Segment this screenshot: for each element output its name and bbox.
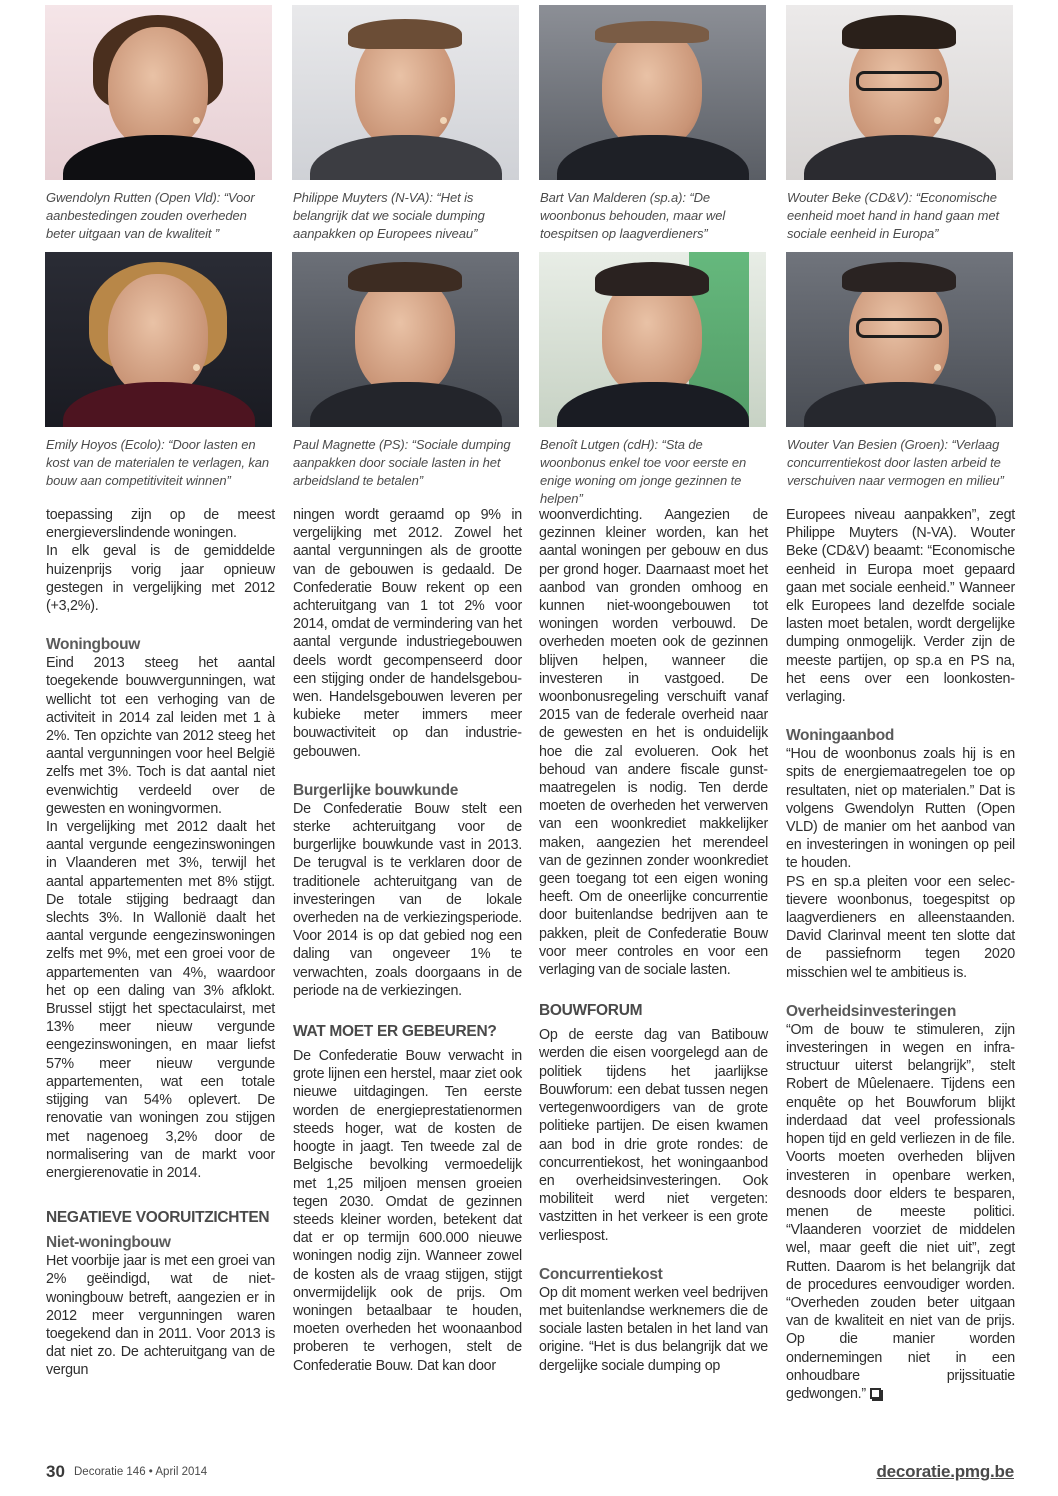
photo-caption: Bart Van Malderen (sp.a): “De woonbonus behouden, maar wel toespitsen op laagverdieners”	[540, 190, 726, 241]
speaker-photo-wouter-van-besien	[786, 252, 1013, 427]
article-column-1	[46, 506, 275, 1380]
paragraph-final	[786, 1021, 1015, 1403]
paragraph: Het voorbije jaar is met een groei van 2% geëindigd, wat de niet-woningbouw betreft, aangezien er in 2012 meer vergunningen waren toegekend dan in 2011. Voor 2013 is dat niet zo. De achteruitgang van de vergun	[46, 1253, 275, 1379]
subheading-niet-woningbouw: Niet-woningbouw	[46, 1234, 171, 1252]
article-column-4	[786, 506, 1015, 1403]
subheading-concurrentiekost: Concurrentiekost	[539, 1265, 663, 1283]
section-heading-bouwforum: BOUWFORUM	[539, 1002, 643, 1020]
paragraph: De Confederatie Bouw stelt een sterke achteruitgang voor de burgerlijke bouwkunde vast in 2013. De terugval is te verklaren door de traditionele achteruitgang van de investeringen van de lokale overheden na de verkiezingsperiode. Voor 2014 is op dat gebied nog een daling van ongeveer 1% te verwachten, zoals doorgaans in de periode na de verkiezingen.	[293, 800, 522, 999]
paragraph: PS en sp.a pleiten voor een selectievere woonbonus, toegespitst op laagverdieners en alleenstaanden. David Clarinval meent ten slotte dat de passiefnorm tegen 2020 misschien wel te ambitieus is.	[786, 873, 1015, 981]
article-column-3	[539, 506, 768, 1375]
publication-info: Decoratie 146 • April 2014	[74, 1466, 208, 1478]
paragraph: Europees niveau aanpakken”, zegt Philippe Muyters (N-VA). Wouter Beke (CD&V) beaamt: “Economische eenheid in Europa moet gepaard gaan met sociale eenheid.” Wanneer elk Europees land dezelfde sociale lasten moet betalen, wordt dergelijke dumping onmogelijk. Verder zijn de meeste partijen, op sp.a en PS na, het eens over een loonkostenverlaging.	[786, 507, 1015, 706]
section-heading-negatieve-vooruitzichten: NEGATIEVE VOORUITZICHTEN	[46, 1209, 270, 1227]
photo-caption: Philippe Muyters (N-VA): “Het is belangrijk dat we sociale dumping aanpakken op Europees niveau”	[293, 190, 485, 241]
photo-caption: Wouter Van Besien (Groen): “Verlaag concurrentiekost door lasten arbeid te verschuiven naar vermogen en milieu”	[787, 437, 1004, 488]
website-link[interactable]: decoratie.pmg.be	[876, 1462, 1014, 1481]
speaker-photo-paul-magnette	[292, 252, 519, 427]
page-number: 30	[46, 1462, 65, 1481]
paragraph: toepassing zijn op de meest energieverslindende woningen.	[46, 507, 275, 542]
photo-caption: Gwendolyn Rutten (Open Vld): “Voor aanbestedingen zouden overheden beter uitgaan van de kwaliteit ”	[46, 190, 255, 241]
paragraph: De Confederatie Bouw verwacht in grote lijnen een herstel, maar ziet ook nieuwe uitdagingen. Ten eerste worden de energieprestatienormen steeds hoger, wat de kosten de hoogte in jaagt. Ten tweede zal de Belgische bevolking vermoedelijk met 1,25 miljoen mensen groeien tegen 2030. Omdat de gezinnen steeds kleiner worden, betekent dat dat er op termijn 600.000 nieuwe woningen nodig zijn. Wanneer zowel de kosten als de vraag stijgen, stijgt onvermijdelijk ook de prijs. Om woningen betaalbaar te houden, moeten overheden het woonaanbod proberen te verhogen, stelt de Confederatie Bouw. Dat kan door	[293, 1048, 522, 1374]
subheading-burgerlijke-bouwkunde: Burgerlijke bouwkunde	[293, 781, 459, 799]
page-footer	[46, 1462, 1014, 1486]
speaker-photo-wouter-beke	[786, 5, 1013, 180]
speaker-photo-philippe-muyters	[292, 5, 519, 180]
paragraph: “Hou de woonbonus zoals hij is en spits de energiemaatregelen toe op resultaten, niet op materialen.” Dat is volgens Gwendolyn Rutten (Open VLD) de manier om het aanbod van en investeringen in woningen op peil te houden.	[786, 746, 1015, 872]
photo-caption: Benoît Lutgen (cdH): “Sta de woonbonus enkel toe voor eerste en enige woning om jonge gezinnen te helpen”	[540, 437, 747, 506]
subheading-woningaanbod: Woningaanbod	[786, 727, 895, 745]
paragraph: In elk geval is de gemiddelde huizenprijs vorig jaar opnieuw gestegen in vergelijking met 2012 (+3,2%).	[46, 543, 275, 615]
section-heading-woningbouw: Woningbouw	[46, 636, 140, 654]
photo-caption: Paul Magnette (PS): “Sociale dumping aanpakken door sociale lasten in het arbeidsland te betalen”	[293, 437, 511, 488]
paragraph-text: “Om de bouw te stimuleren, zijn investeringen in wegen en infrastructuur uiterst belangrijk”, stelt Robert de Mûelenaere. Tijdens een enquête op het Bouwforum blijkt inderdaad dat veel professionals hopen tijd en geld verliezen in de file. Voorts moeten overheden blijven investeren in openbare werken, desnoods door elders te besparen, menen de meeste politici. “Vlaanderen voorziet de middelen wel, maar geeft die niet uit”, zegt Rutten. Daarom is het belangrijk dat de procedures eenvoudiger worden. “Overheden zouden beter uitgaan van de kwaliteit en niet van de prijs. Op die manier worden ondernemingen niet in een onhoudbare prijssituatie gedwongen.”	[786, 1021, 1015, 1402]
speaker-photo-emily-hoyos	[45, 252, 272, 427]
speaker-photo-bart-van-malderen	[539, 5, 766, 180]
article-column-2	[293, 506, 522, 1375]
photo-caption: Emily Hoyos (Ecolo): “Door lasten en kost van de materialen te verlagen, kan bouw aan competitiviteit winnen”	[46, 437, 270, 488]
end-of-article-square-icon	[870, 1388, 881, 1399]
paragraph: Op dit moment werken veel bedrijven met buitenlandse werknemers die de sociale lasten betalen in het land van origine. “Het is dus belangrijk dat we dergelijke sociale dumping op	[539, 1284, 768, 1374]
speaker-photo-gwendolyn-rutten	[45, 5, 272, 180]
photo-caption: Wouter Beke (CD&V): “Economische eenheid moet hand in hand gaan met sociale eenheid in Europa”	[787, 190, 999, 241]
speaker-photo-grid	[0, 0, 1058, 505]
subheading-overheidsinvesteringen: Overheidsinvesteringen	[786, 1002, 956, 1020]
paragraph: Op de eerste dag van Batibouw werden die eisen voorgelegd aan de politiek tijdens het jaarlijkse Bouwforum: een debat tussen negen vertegenwoordigers van de grote politieke partijen. De eisen kwamen aan bod in drie grote rondes: de concurrentiekost, het woningaanbod en overheidsinvesteringen. Ook mobiliteit werd niet vergeten: vastzitten in het verkeer is een grote verliespost.	[539, 1027, 768, 1244]
paragraph: Eind 2013 steeg het aantal toegekende bouwvergunningen, wat wellicht tot een verhoging van de activiteit in 2014 zal leiden met 1 à 2%. Ten opzichte van 2012 steeg het aantal vergunningen voor heel België zelfs met 3%. Toch is dat aantal niet evenwichtig verdeeld over de gewesten en woningvormen.	[46, 655, 275, 817]
paragraph: ningen wordt geraamd op 9% in vergelijking met 2012. Zowel het aantal vergunningen als de grootte van de gebouwen is gedaald. De Confederatie Bouw rekent op een achteruitgang van 1 tot 2% voor 2014, omdat de vermindering van het aantal vergunde industriegebouwen deels wordt gecompenseerd door een stijging onder de handelsgebouwen. Handelsgebouwen leveren per kubieke meter immers meer bouwactiviteit op dan industriegebouwen.	[293, 507, 522, 760]
section-heading-wat-moet-er-gebeuren: WAT MOET ER GEBEUREN?	[293, 1023, 497, 1041]
paragraph: In vergelijking met 2012 daalt het aantal vergunde eengezinswoningen in Vlaanderen met 3%, terwijl het aantal appartementen met 8% stijgt. De totale stijging bedraagt dan slechts 3%. In Wallonië daalt het aantal vergunde eengezinswoningen zelfs met 9%, met een groei voor de appartementen van 4%, waardoor het op een daling van 3% afklokt. Brussel stijgt het spectaculairst, met 13% meer nieuw vergunde eengezinswoningen, en maar liefst 57% meer nieuw vergunde appartementen, wat een totale stijging van 54% oplevert. De renovatie van woningen zou stijgen met nagenoeg 3,2% door de normalisering van de markt voor energierenovatie in 2014.	[46, 819, 275, 1181]
paragraph: woonverdichting. Aangezien de gezinnen kleiner worden, kan het aantal woningen per gebouw en dus per grond hoger. Daarnaast moet het aanbod van gronden omhoog en kunnen niet-woongebouwen tot woningen worden verbouwd. De overheden moeten ook de gezinnen blijven helpen, wanneer die investeren in vastgoed. De woonbonusregeling verschuift vanaf 2015 van de federale overheid naar de gewesten en het is onduidelijk hoe die zal evolueren. Ook het behoud van andere fiscale gunstmaatregelen is nodig. Ten derde moeten de overheden het verwerven van een woonkrediet makkelijker maken, aangezien het merendeel van de gezinnen zonder woonkrediet geen toegang tot een eigen woning heeft. Om de oneerlijke concurrentie door buitenlandse bedrijven aan te pakken, pleit de Confederatie Bouw voor meer controles en voor een verlaging van de sociale lasten.	[539, 507, 768, 979]
speaker-photo-benoit-lutgen	[539, 252, 766, 427]
